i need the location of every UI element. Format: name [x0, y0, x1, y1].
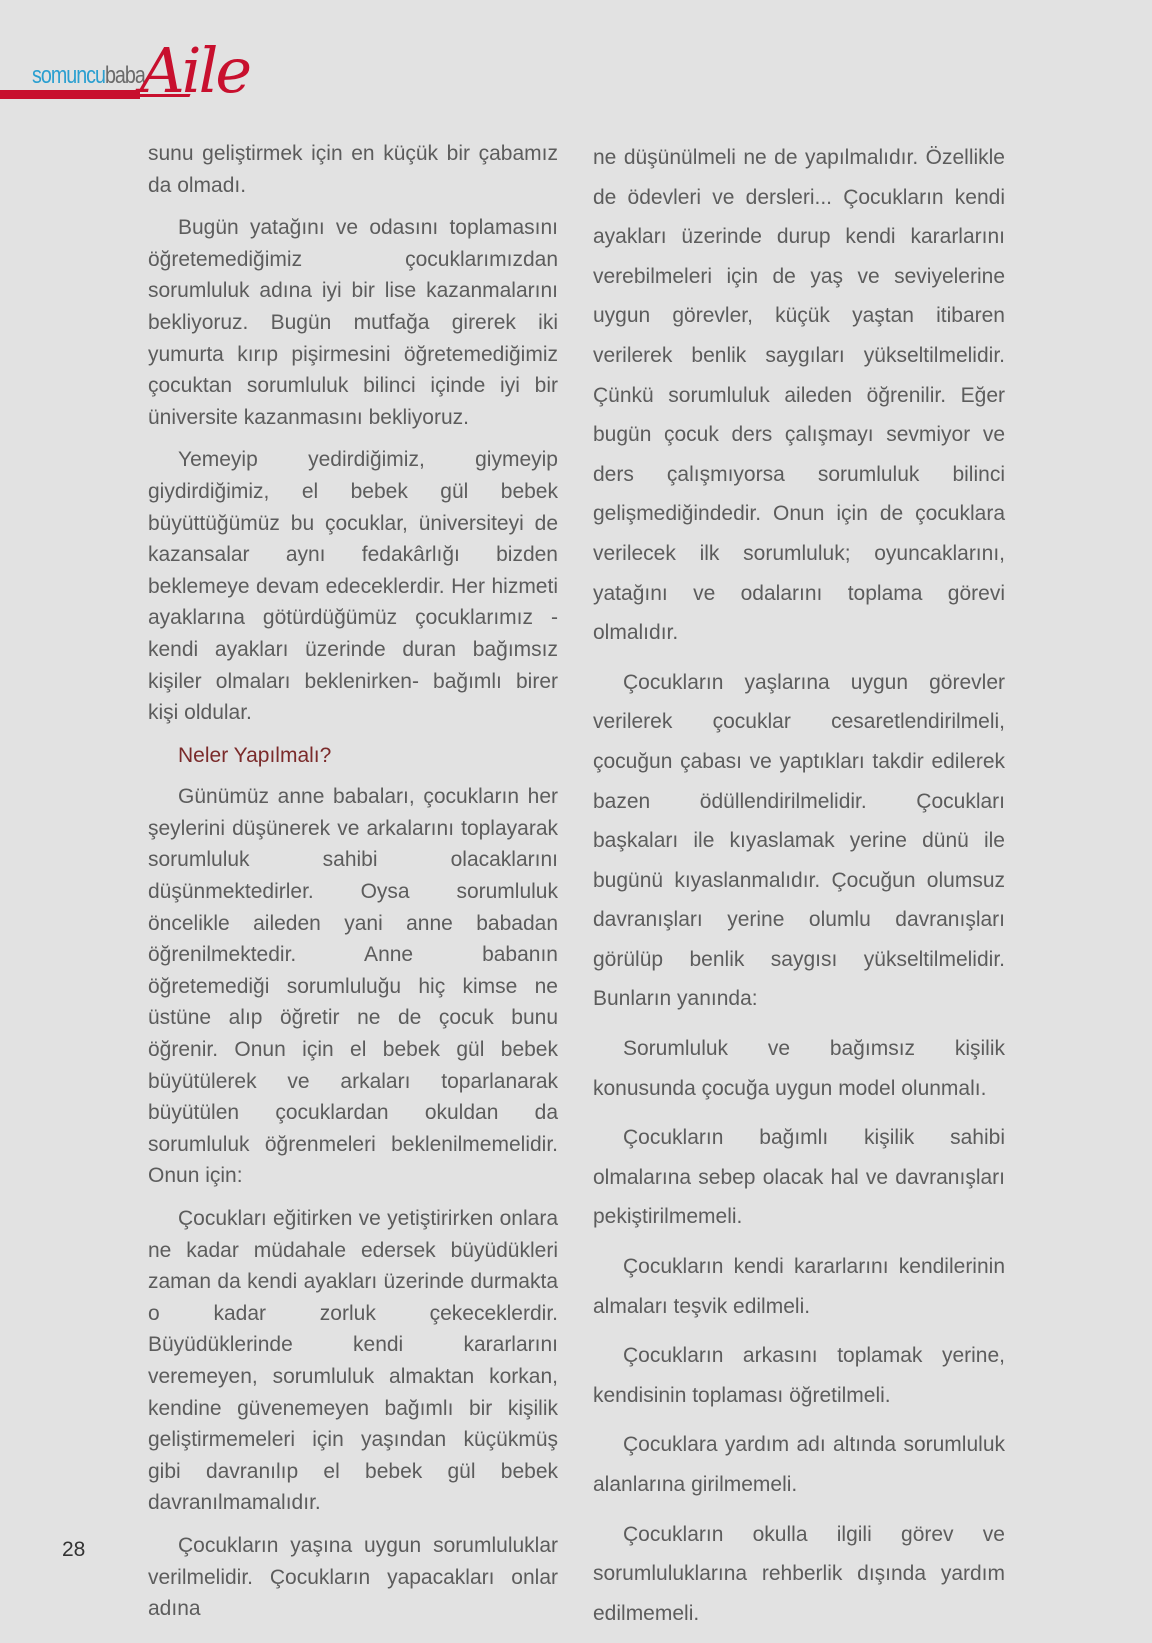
left-column [148, 138, 558, 1636]
list-item: Çocuklara yardım adı altında sorumluluk alanlarına girilmemeli. [593, 1433, 1005, 1496]
list-item: Çocukların bağımlı kişilik sahibi olmalarına sebep olacak hal ve davranışları pekiştirilmemeli. [593, 1126, 1005, 1229]
paragraph: ne düşünülmeli ne de yapılmalıdır. Özellikle de ödevleri ve dersleri... Çocukların kendi ayakları üzerinde durup kendi kararlarını verebilmeleri için de yaş ve seviyelerine uygun görevler, küçük yaştan itibaren verilerek benlik saygıları yükseltilmelidir. Çünkü sorumluluk aileden öğrenilir. Eğer bugün çocuk ders çalışmayı sevmiyor ve ders çalışmıyorsa sorumluluk bilinci gelişmediğindedir. Onun için de çocuklara verilecek ilk sorumluluk; oyuncaklarını, yatağını ve odalarını toplama görevi olmalıdır. [593, 146, 1005, 645]
brand-baba: baba [104, 62, 145, 89]
paragraph: sunu geliştirmek için en küçük bir çabamız da olmadı. [148, 142, 558, 197]
brand-somuncu: somuncu [32, 62, 105, 89]
paragraph: Çocukların yaşına uygun sorumluluklar verilmelidir. Çocukların yapacakları onlar adına [148, 1533, 558, 1621]
list-item: Çocukların okulla ilgili görev ve sorumluluklarına rehberlik dışında yardım edilmemeli. [593, 1522, 1005, 1625]
paragraph: Bugün yatağını ve odasını toplamasını öğretemediğimiz çocuklarımızdan sorumluluk adına iyi bir lise kazanmalarını bekliyoruz. Bugün mutfağa girerek iki yumurta kırıp pişirmesini öğretemediğimiz çocuktan sorumluluk bilinci içinde iyi bir üniversite kazanmasını bekliyoruz. [148, 216, 558, 429]
list-item: Çocukların kendi kararlarını kendilerinin almaları teşvik edilmeli. [593, 1255, 1005, 1318]
paragraph: Günümüz anne babaları, çocukların her şeylerini düşünerek ve arkalarını toplayarak sorumluluk sahibi olacaklarını düşünmektedirler. Oysa sorumluluk öncelikle aileden yani anne babadan öğrenilmektedir. Anne babanın öğretemediği sorumluluğu hiç kimse ne üstüne alıp öğretir ne de çocuk bunu öğrenir. Onun için el bebek gül bebek büyütülerek ve arkaları toparlanarak büyütülen çocuklardan okuldan da sorumluluk öğrenmeleri beklenilmemelidir. Onun için: [148, 785, 558, 1188]
paragraph: Çocukları eğitirken ve yetiştirirken onlara ne kadar müdahale edersek büyüdükleri zaman da kendi ayakları üzerinde durmakta o kadar zorluk çekeceklerdir. Büyüdüklerinde kendi kararlarını veremeyen, sorumluluk almaktan korkan, kendine güvenemeyen bağımlı bir kişilik geliştirmemeleri için yaşından küçükmüş gibi davranılıp el bebek gül bebek davranılmamalıdır. [148, 1207, 558, 1515]
magazine-header [0, 34, 260, 110]
paragraph: Yemeyip yedirdiğimiz, giymeyip giydirdiğimiz, el bebek gül bebek büyüttüğümüz bu çocuklar, üniversiteyi de kazansalar aynı fedakârlığı bizden beklemeye devam edeceklerdir. Her hizmeti ayaklarına götürdüğümüz çocuklarımız -kendi ayakları üzerinde duran bağımsız kişiler olmaları beklenirken- bağımlı birer kişi oldular. [148, 448, 558, 725]
right-column [593, 138, 1005, 1643]
list-item: Çocukların arkasını toplamak yerine, kendisinin toplaması öğretilmeli. [593, 1344, 1005, 1407]
brand-logo [32, 62, 145, 90]
list-item: Sorumluluk ve bağımsız kişilik konusunda çocuğa uygun model olunmalı. [593, 1037, 1005, 1100]
paragraph: Çocukların yaşlarına uygun görevler verilerek çocuklar cesaretlendirilmeli, çocuğun çabası ve yaptıkları takdir edilerek bazen ödüllendirilmelidir. Çocukları başkaları ile kıyaslamak yerine dünü ile bugünü kıyaslanmalıdır. Çocuğun olumsuz davranışları yerine olumlu davranışları görülüp benlik saygısı yükseltilmelidir. Bunların yanında: [593, 670, 1005, 1011]
brand-aile: Aile [140, 34, 250, 107]
page-number: 28 [62, 1538, 86, 1561]
section-heading: Neler Yapılmalı? [178, 743, 332, 767]
